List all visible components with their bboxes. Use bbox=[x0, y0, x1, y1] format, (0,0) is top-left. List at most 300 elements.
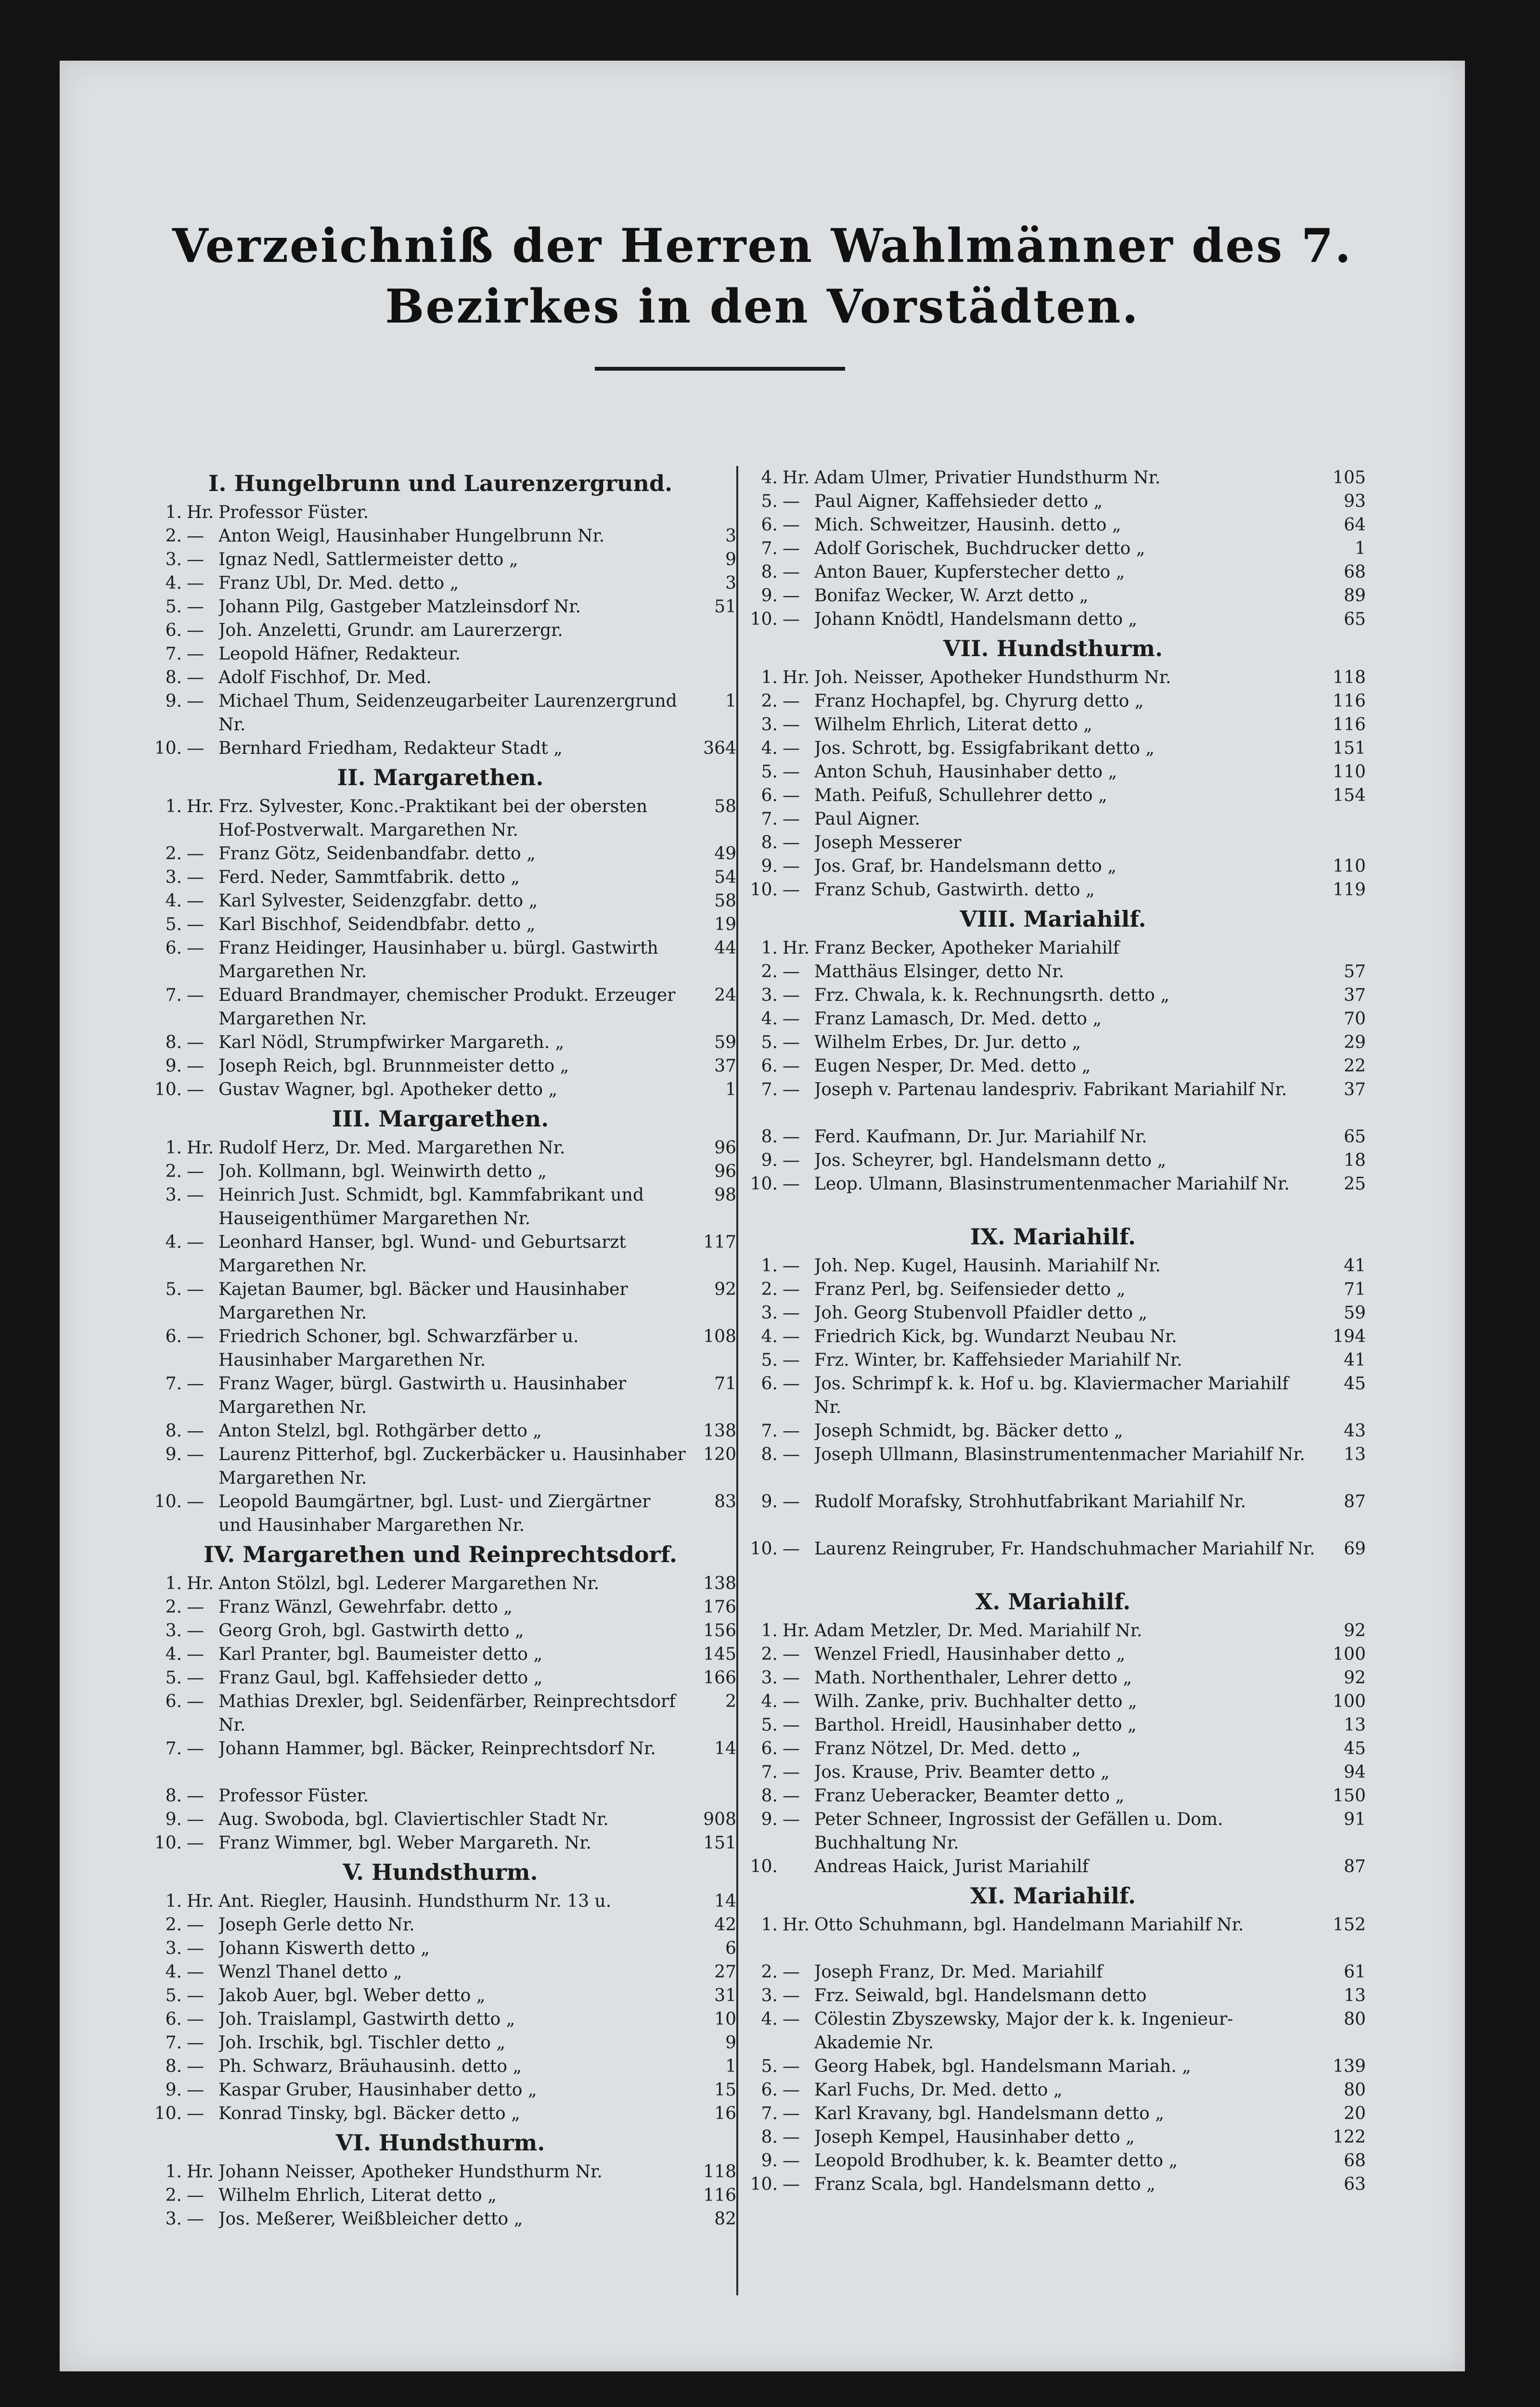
entry-text: Aug. Swoboda, bgl. Claviertischler Stadt Nr. bbox=[218, 1810, 609, 1829]
entry-number: 3. bbox=[761, 1668, 778, 1688]
entry-title: Hr. bbox=[187, 2162, 214, 2182]
entry-number: 6. bbox=[761, 1739, 778, 1759]
list-item bbox=[740, 737, 1366, 760]
entry-number: 5. bbox=[165, 1986, 182, 2006]
list-item bbox=[740, 1490, 1366, 1537]
list-item bbox=[144, 1690, 736, 1737]
entry-text: Wilh. Zanke, priv. Buchhalter detto „ bbox=[814, 1692, 1137, 1711]
entry-title: — bbox=[783, 1962, 800, 1982]
entry-number: 9. bbox=[761, 1492, 778, 1512]
house-number: 156 bbox=[703, 1621, 736, 1641]
entry-text: Mathias Drexler, bgl. Seidenfärber, Reinprechtsdorf Nr. bbox=[218, 1692, 676, 1735]
list-item bbox=[740, 560, 1366, 584]
house-number: 116 bbox=[703, 2186, 736, 2205]
list-item bbox=[144, 1666, 736, 1690]
entry-text: Franz Gaul, bgl. Kaffehsieder detto „ bbox=[218, 1668, 543, 1688]
entry-title: — bbox=[187, 1185, 204, 1205]
house-number: 14 bbox=[714, 1739, 736, 1759]
list-item bbox=[740, 537, 1366, 560]
entry-text: Michael Thum, Seidenzeugarbeiter Laurenzergrund Nr. bbox=[218, 691, 677, 735]
entry-text: Joh. Georg Stubenvoll Pfaidler detto „ bbox=[814, 1303, 1148, 1323]
entry-number: 7. bbox=[761, 539, 778, 558]
column-divider bbox=[736, 466, 738, 2295]
house-number: 108 bbox=[703, 1327, 736, 1346]
house-number: 1 bbox=[725, 691, 736, 711]
entry-title: — bbox=[783, 833, 800, 853]
house-number: 82 bbox=[714, 2209, 736, 2229]
house-number: 92 bbox=[1344, 1668, 1366, 1688]
entry-number: 7. bbox=[165, 985, 182, 1005]
house-number: 69 bbox=[1344, 1539, 1366, 1559]
list-item bbox=[144, 1984, 736, 2007]
entry-number: 4. bbox=[761, 2009, 778, 2029]
entry-text: Wilhelm Ehrlich, Literat detto „ bbox=[218, 2186, 497, 2205]
entry-number: 10. bbox=[154, 1833, 182, 1853]
entry-title: — bbox=[783, 1762, 800, 1782]
entry-number: 10. bbox=[154, 738, 182, 758]
list-item bbox=[144, 548, 736, 571]
list-item bbox=[740, 1808, 1366, 1855]
house-number: 42 bbox=[714, 1915, 736, 1935]
entry-number: 9. bbox=[165, 691, 182, 711]
section-heading: III. Margarethen. bbox=[332, 1106, 549, 1132]
entry-title: — bbox=[187, 2209, 204, 2229]
entry-title: Hr. bbox=[187, 1574, 214, 1593]
entry-title: — bbox=[783, 1151, 800, 1170]
house-number: 45 bbox=[1344, 1374, 1366, 1394]
house-number: 3 bbox=[725, 526, 736, 546]
entry-text: Leonhard Hanser, bgl. Wund- und Geburtsarzt Margarethen Nr. bbox=[218, 1232, 626, 1276]
entry-text: Frz. Seiwald, bgl. Handelsmann detto bbox=[814, 1986, 1147, 2006]
house-number: 27 bbox=[714, 1962, 736, 1982]
entry-text: Leopold Häfner, Redakteur. bbox=[218, 644, 461, 664]
entry-number: 6. bbox=[165, 1692, 182, 1711]
house-number: 18 bbox=[1344, 1151, 1366, 1170]
entry-number: 2. bbox=[761, 1280, 778, 1299]
entry-number: 3. bbox=[761, 1303, 778, 1323]
entry-title: — bbox=[783, 1445, 800, 1464]
list-item bbox=[144, 1278, 736, 1325]
list-item bbox=[740, 2102, 1366, 2125]
entry-number: 6. bbox=[761, 1056, 778, 1076]
entry-text: Franz Perl, bg. Seifensieder detto „ bbox=[814, 1280, 1126, 1299]
house-number: 65 bbox=[1344, 609, 1366, 629]
house-number: 70 bbox=[1344, 1009, 1366, 1029]
entry-title: — bbox=[187, 1644, 204, 1664]
entry-title: — bbox=[783, 1256, 800, 1276]
list-item bbox=[740, 1007, 1366, 1031]
list-item bbox=[144, 595, 736, 619]
entry-title: — bbox=[187, 621, 204, 640]
entry-text: Anton Stölzl, bgl. Lederer Margarethen Nr. bbox=[218, 1574, 600, 1593]
list-item bbox=[740, 760, 1366, 784]
entry-title: — bbox=[783, 738, 800, 758]
house-number: 166 bbox=[703, 1668, 736, 1688]
entry-number: 1. bbox=[761, 938, 778, 958]
entry-number: 7. bbox=[761, 1080, 778, 1100]
entry-text: Math. Northenthaler, Lehrer detto „ bbox=[814, 1668, 1132, 1688]
entry-number: 6. bbox=[761, 1374, 778, 1394]
entry-number: 4. bbox=[165, 891, 182, 911]
entry-title: — bbox=[783, 691, 800, 711]
entry-text: Anton Schuh, Hausinhaber detto „ bbox=[814, 762, 1117, 782]
house-number: 14 bbox=[714, 1891, 736, 1911]
entry-title: — bbox=[783, 1492, 800, 1512]
list-item bbox=[144, 1737, 736, 1784]
entry-title: — bbox=[783, 1692, 800, 1711]
entry-text: Matthäus Elsinger, detto Nr. bbox=[814, 962, 1065, 982]
entry-text: Franz Hochapfel, bg. Chyrurg detto „ bbox=[814, 691, 1144, 711]
list-item bbox=[144, 2160, 736, 2184]
entry-text: Adam Ulmer, Privatier Hundsthurm Nr. bbox=[814, 468, 1161, 488]
house-number: 45 bbox=[1344, 1739, 1366, 1759]
entry-text: Joh. Irschik, bgl. Tischler detto „ bbox=[218, 2033, 506, 2053]
entry-number: 9. bbox=[761, 1151, 778, 1170]
entry-number: 2. bbox=[165, 844, 182, 864]
entry-text: Barthol. Hreidl, Hausinhaber detto „ bbox=[814, 1715, 1137, 1735]
entry-text: Johann Knödtl, Handelsmann detto „ bbox=[814, 609, 1138, 629]
entry-text: Franz Scala, bgl. Handelsmann detto „ bbox=[814, 2174, 1155, 2194]
entry-number: 4. bbox=[761, 738, 778, 758]
list-item bbox=[740, 1419, 1366, 1443]
entry-title: — bbox=[783, 1080, 800, 1100]
entry-text: Wilhelm Ehrlich, Literat detto „ bbox=[814, 715, 1092, 735]
entry-number: 3. bbox=[165, 1621, 182, 1641]
entry-text: Professor Füster. bbox=[218, 1786, 369, 1806]
entry-text: Frz. Sylvester, Konc.-Praktikant bei der obersten Hof-Postverwalt. Margarethen Nr. bbox=[218, 797, 648, 840]
entry-number: 8. bbox=[165, 1033, 182, 1052]
list-item bbox=[144, 889, 736, 913]
entry-text: Karl Fuchs, Dr. Med. detto „ bbox=[814, 2080, 1063, 2100]
entry-text: Franz Lamasch, Dr. Med. detto „ bbox=[814, 1009, 1102, 1029]
list-item bbox=[740, 1537, 1366, 1584]
list-item bbox=[144, 1054, 736, 1078]
entry-text: Frz. Chwala, k. k. Rechnungsrth. detto „ bbox=[814, 985, 1169, 1005]
list-item bbox=[740, 878, 1366, 902]
house-number: 59 bbox=[1344, 1303, 1366, 1323]
entry-title: — bbox=[187, 2080, 204, 2100]
house-number: 364 bbox=[703, 738, 736, 758]
entry-number: 7. bbox=[165, 2033, 182, 2053]
list-item bbox=[144, 2055, 736, 2078]
entry-title: — bbox=[783, 1421, 800, 1441]
entry-text: Eduard Brandmayer, chemischer Produkt. Erzeuger Margarethen Nr. bbox=[218, 985, 676, 1029]
entry-title: — bbox=[783, 1715, 800, 1735]
list-item bbox=[144, 1372, 736, 1419]
entry-number: 2. bbox=[761, 1962, 778, 1982]
list-item bbox=[740, 1713, 1366, 1737]
house-number: 908 bbox=[703, 1810, 736, 1829]
house-number: 61 bbox=[1344, 1962, 1366, 1982]
list-item bbox=[740, 1031, 1366, 1054]
entry-title: Hr. bbox=[783, 938, 810, 958]
entry-number: 3. bbox=[761, 985, 778, 1005]
entry-number: 6. bbox=[761, 2080, 778, 2100]
entry-text: Paul Aigner, Kaffehsieder detto „ bbox=[814, 492, 1103, 511]
list-item bbox=[740, 1690, 1366, 1713]
entry-text: Franz Ubl, Dr. Med. detto „ bbox=[218, 573, 459, 593]
list-item bbox=[144, 737, 736, 760]
entry-text: Karl Kravany, bgl. Handelsmann detto „ bbox=[814, 2104, 1164, 2123]
entry-title: — bbox=[187, 891, 204, 911]
entry-number: 7. bbox=[761, 1421, 778, 1441]
list-item bbox=[144, 1960, 736, 1984]
entry-number: 9. bbox=[761, 2151, 778, 2171]
list-item bbox=[144, 1572, 736, 1595]
entry-title: — bbox=[783, 962, 800, 982]
entry-number: 9. bbox=[165, 1810, 182, 1829]
entry-number: 4. bbox=[761, 468, 778, 488]
list-item bbox=[144, 666, 736, 689]
list-item bbox=[740, 2173, 1366, 2196]
list-item bbox=[144, 1443, 736, 1490]
list-item bbox=[740, 1855, 1366, 1878]
entry-number: 10. bbox=[154, 1492, 182, 1512]
entry-title: — bbox=[783, 1810, 800, 1829]
entry-number: 1. bbox=[165, 1138, 182, 1158]
entry-number: 2. bbox=[165, 1597, 182, 1617]
entry-title: — bbox=[187, 985, 204, 1005]
list-item bbox=[144, 1784, 736, 1808]
entry-number: 5. bbox=[761, 2057, 778, 2076]
entry-text: Joh. Neisser, Apotheker Hundsthurm Nr. bbox=[814, 668, 1171, 687]
entry-title: — bbox=[187, 1080, 204, 1100]
entry-title: — bbox=[783, 762, 800, 782]
house-number: 10 bbox=[714, 2009, 736, 2029]
house-number: 71 bbox=[714, 1374, 736, 1394]
list-item bbox=[144, 1913, 736, 1937]
entry-number: 3. bbox=[165, 1185, 182, 1205]
list-item bbox=[740, 1666, 1366, 1690]
entry-number: 4. bbox=[761, 1692, 778, 1711]
list-item bbox=[740, 1054, 1366, 1078]
house-number: 152 bbox=[1333, 1915, 1366, 1935]
list-item bbox=[144, 795, 736, 842]
house-number: 94 bbox=[1344, 1762, 1366, 1782]
entry-text: Anton Weigl, Hausinhaber Hungelbrunn Nr. bbox=[218, 526, 605, 546]
entry-title: — bbox=[783, 1739, 800, 1759]
entry-text: Rudolf Herz, Dr. Med. Margarethen Nr. bbox=[218, 1138, 565, 1158]
list-item bbox=[740, 490, 1366, 513]
entry-number: 5. bbox=[761, 762, 778, 782]
section-heading: VI. Hundsthurm. bbox=[335, 2130, 545, 2156]
entry-number: 1. bbox=[761, 1621, 778, 1641]
entry-text: Joseph Kempel, Hausinhaber detto „ bbox=[814, 2127, 1135, 2147]
entry-number: 1. bbox=[761, 1256, 778, 1276]
entry-number: 6. bbox=[165, 621, 182, 640]
house-number: 118 bbox=[703, 2162, 736, 2182]
house-number: 98 bbox=[714, 1185, 736, 1205]
house-number: 3 bbox=[725, 573, 736, 593]
list-item bbox=[740, 1348, 1366, 1372]
entry-number: 5. bbox=[761, 1033, 778, 1052]
entry-text: Joseph Reich, bgl. Brunnmeister detto „ bbox=[218, 1056, 569, 1076]
entry-text: Jos. Graf, br. Handelsmann detto „ bbox=[814, 856, 1116, 876]
entry-title: — bbox=[783, 562, 800, 582]
entry-text: Math. Peifuß, Schullehrer detto „ bbox=[814, 786, 1107, 805]
list-item bbox=[740, 2055, 1366, 2078]
list-item bbox=[144, 2031, 736, 2055]
entry-number: 5. bbox=[761, 492, 778, 511]
entry-number: 9. bbox=[761, 1810, 778, 1829]
entry-title: — bbox=[187, 738, 204, 758]
entry-text: Professor Füster. bbox=[218, 503, 369, 522]
entry-title: — bbox=[187, 2009, 204, 2029]
house-number: 120 bbox=[703, 1445, 736, 1464]
entry-number: 7. bbox=[761, 1762, 778, 1782]
entry-title: — bbox=[187, 1421, 204, 1441]
entry-number: 4. bbox=[165, 1962, 182, 1982]
house-number: 31 bbox=[714, 1986, 736, 2006]
entry-title: — bbox=[783, 1033, 800, 1052]
entry-title: — bbox=[187, 867, 204, 887]
list-item bbox=[740, 1278, 1366, 1301]
list-item bbox=[144, 1595, 736, 1619]
house-number: 80 bbox=[1344, 2009, 1366, 2029]
entry-title: — bbox=[783, 1327, 800, 1346]
entry-number: 10. bbox=[750, 2174, 778, 2194]
entry-title: Hr. bbox=[783, 468, 810, 488]
entry-number: 1. bbox=[165, 1891, 182, 1911]
entry-text: Franz Wager, bürgl. Gastwirth u. Hausinhaber Margarethen Nr. bbox=[218, 1374, 627, 1417]
list-item bbox=[144, 2102, 736, 2125]
entry-title: — bbox=[783, 1280, 800, 1299]
house-number: 151 bbox=[1333, 738, 1366, 758]
entry-title: — bbox=[187, 1232, 204, 1252]
list-item bbox=[740, 1301, 1366, 1325]
entry-number: 3. bbox=[165, 867, 182, 887]
house-number: 96 bbox=[714, 1162, 736, 1181]
house-number: 138 bbox=[703, 1421, 736, 1441]
house-number: 41 bbox=[1344, 1350, 1366, 1370]
entry-number: 5. bbox=[761, 1715, 778, 1735]
list-item bbox=[144, 1325, 736, 1372]
section-heading: IV. Margarethen und Reinprechtsdorf. bbox=[203, 1541, 678, 1567]
entry-title: — bbox=[187, 1739, 204, 1759]
entry-number: 8. bbox=[165, 1421, 182, 1441]
entry-title: Hr. bbox=[187, 797, 214, 816]
house-number: 16 bbox=[714, 2104, 736, 2123]
list-item bbox=[740, 1960, 1366, 1984]
entry-number: 10. bbox=[750, 609, 778, 629]
entry-number: 10. bbox=[154, 1080, 182, 1100]
house-number: 9 bbox=[725, 550, 736, 569]
list-item bbox=[740, 784, 1366, 807]
entry-text: Paul Aigner. bbox=[814, 809, 920, 829]
entry-text: Joseph Gerle detto Nr. bbox=[218, 1915, 415, 1935]
house-number: 24 bbox=[714, 985, 736, 1005]
house-number: 1 bbox=[725, 1080, 736, 1100]
entry-number: 5. bbox=[165, 1280, 182, 1299]
entry-text: Cölestin Zbyszewsky, Major der k. k. Ingenieur-Akademie Nr. bbox=[814, 2009, 1233, 2053]
list-item bbox=[144, 1031, 736, 1054]
entry-number: 3. bbox=[165, 2209, 182, 2229]
entry-text: Karl Sylvester, Seidenzgfabr. detto „ bbox=[218, 891, 538, 911]
entry-title: — bbox=[187, 1033, 204, 1052]
list-item bbox=[740, 807, 1366, 831]
entry-number: 4. bbox=[761, 1009, 778, 1029]
list-item bbox=[144, 913, 736, 936]
list-item bbox=[740, 1372, 1366, 1419]
entry-title: — bbox=[783, 539, 800, 558]
entry-title: — bbox=[783, 985, 800, 1005]
house-number: 83 bbox=[714, 1492, 736, 1512]
entry-text: Wenzl Thanel detto „ bbox=[218, 1962, 402, 1982]
list-item bbox=[144, 1230, 736, 1278]
entry-text: Adolf Fischhof, Dr. Med. bbox=[218, 668, 432, 687]
entry-number: 10. bbox=[154, 2104, 182, 2123]
list-item bbox=[740, 2149, 1366, 2173]
entry-text: Franz Heidinger, Hausinhaber u. bürgl. Gastwirth Margarethen Nr. bbox=[218, 938, 658, 982]
section-heading: V. Hundsthurm. bbox=[343, 1859, 538, 1885]
right-column bbox=[740, 466, 1366, 2196]
entry-text: Joseph Franz, Dr. Med. Mariahilf bbox=[814, 1962, 1103, 1982]
entry-text: Frz. Winter, br. Kaffehsieder Mariahilf Nr. bbox=[814, 1350, 1182, 1370]
entry-text: Adolf Gorischek, Buchdrucker detto „ bbox=[814, 539, 1145, 558]
list-item bbox=[144, 1078, 736, 1101]
list-item bbox=[740, 1760, 1366, 1784]
entry-number: 8. bbox=[761, 833, 778, 853]
entry-number: 3. bbox=[761, 1986, 778, 2006]
entry-text: Gustav Wagner, bgl. Apotheker detto „ bbox=[218, 1080, 558, 1100]
entry-title: — bbox=[187, 1327, 204, 1346]
entry-number: 8. bbox=[761, 1127, 778, 1147]
house-number: 29 bbox=[1344, 1033, 1366, 1052]
list-item bbox=[740, 513, 1366, 537]
list-item bbox=[144, 2207, 736, 2231]
list-item bbox=[740, 713, 1366, 737]
house-number: 54 bbox=[714, 867, 736, 887]
entry-text: Jos. Krause, Priv. Beamter detto „ bbox=[814, 1762, 1110, 1782]
entry-number: 5. bbox=[165, 597, 182, 617]
entry-title: — bbox=[187, 644, 204, 664]
house-number: 110 bbox=[1333, 856, 1366, 876]
list-item bbox=[740, 666, 1366, 689]
left-column bbox=[144, 466, 736, 2231]
house-number: 68 bbox=[1344, 2151, 1366, 2171]
section-heading: VIII. Mariahilf. bbox=[960, 906, 1146, 932]
list-item bbox=[144, 1183, 736, 1230]
entry-title: — bbox=[187, 597, 204, 617]
list-item bbox=[740, 2078, 1366, 2102]
list-item bbox=[740, 1784, 1366, 1808]
entry-title: — bbox=[783, 1986, 800, 2006]
entry-title: — bbox=[187, 1833, 204, 1853]
entry-title: — bbox=[187, 1786, 204, 1806]
entry-title: — bbox=[187, 691, 204, 711]
house-number: 138 bbox=[703, 1574, 736, 1593]
entry-text: Friedrich Kick, bg. Wundarzt Neubau Nr. bbox=[814, 1327, 1177, 1346]
list-item bbox=[740, 584, 1366, 608]
entry-text: Franz Wänzl, Gewehrfabr. detto „ bbox=[218, 1597, 513, 1617]
list-item bbox=[144, 1643, 736, 1666]
entry-title: — bbox=[187, 2033, 204, 2053]
list-item bbox=[740, 831, 1366, 854]
entry-title: — bbox=[783, 2009, 800, 2029]
entry-title: — bbox=[783, 1009, 800, 1029]
house-number: 150 bbox=[1333, 1786, 1366, 1806]
entry-title: — bbox=[783, 1174, 800, 1194]
entry-title: — bbox=[187, 1492, 204, 1512]
entry-text: Franz Nötzel, Dr. Med. detto „ bbox=[814, 1739, 1081, 1759]
entry-number: 1. bbox=[165, 2162, 182, 2182]
entry-title: Hr. bbox=[187, 1138, 214, 1158]
list-item bbox=[144, 1419, 736, 1443]
entry-number: 2. bbox=[165, 526, 182, 546]
entry-title: — bbox=[783, 856, 800, 876]
entry-title: — bbox=[187, 1162, 204, 1181]
list-item bbox=[144, 1831, 736, 1855]
